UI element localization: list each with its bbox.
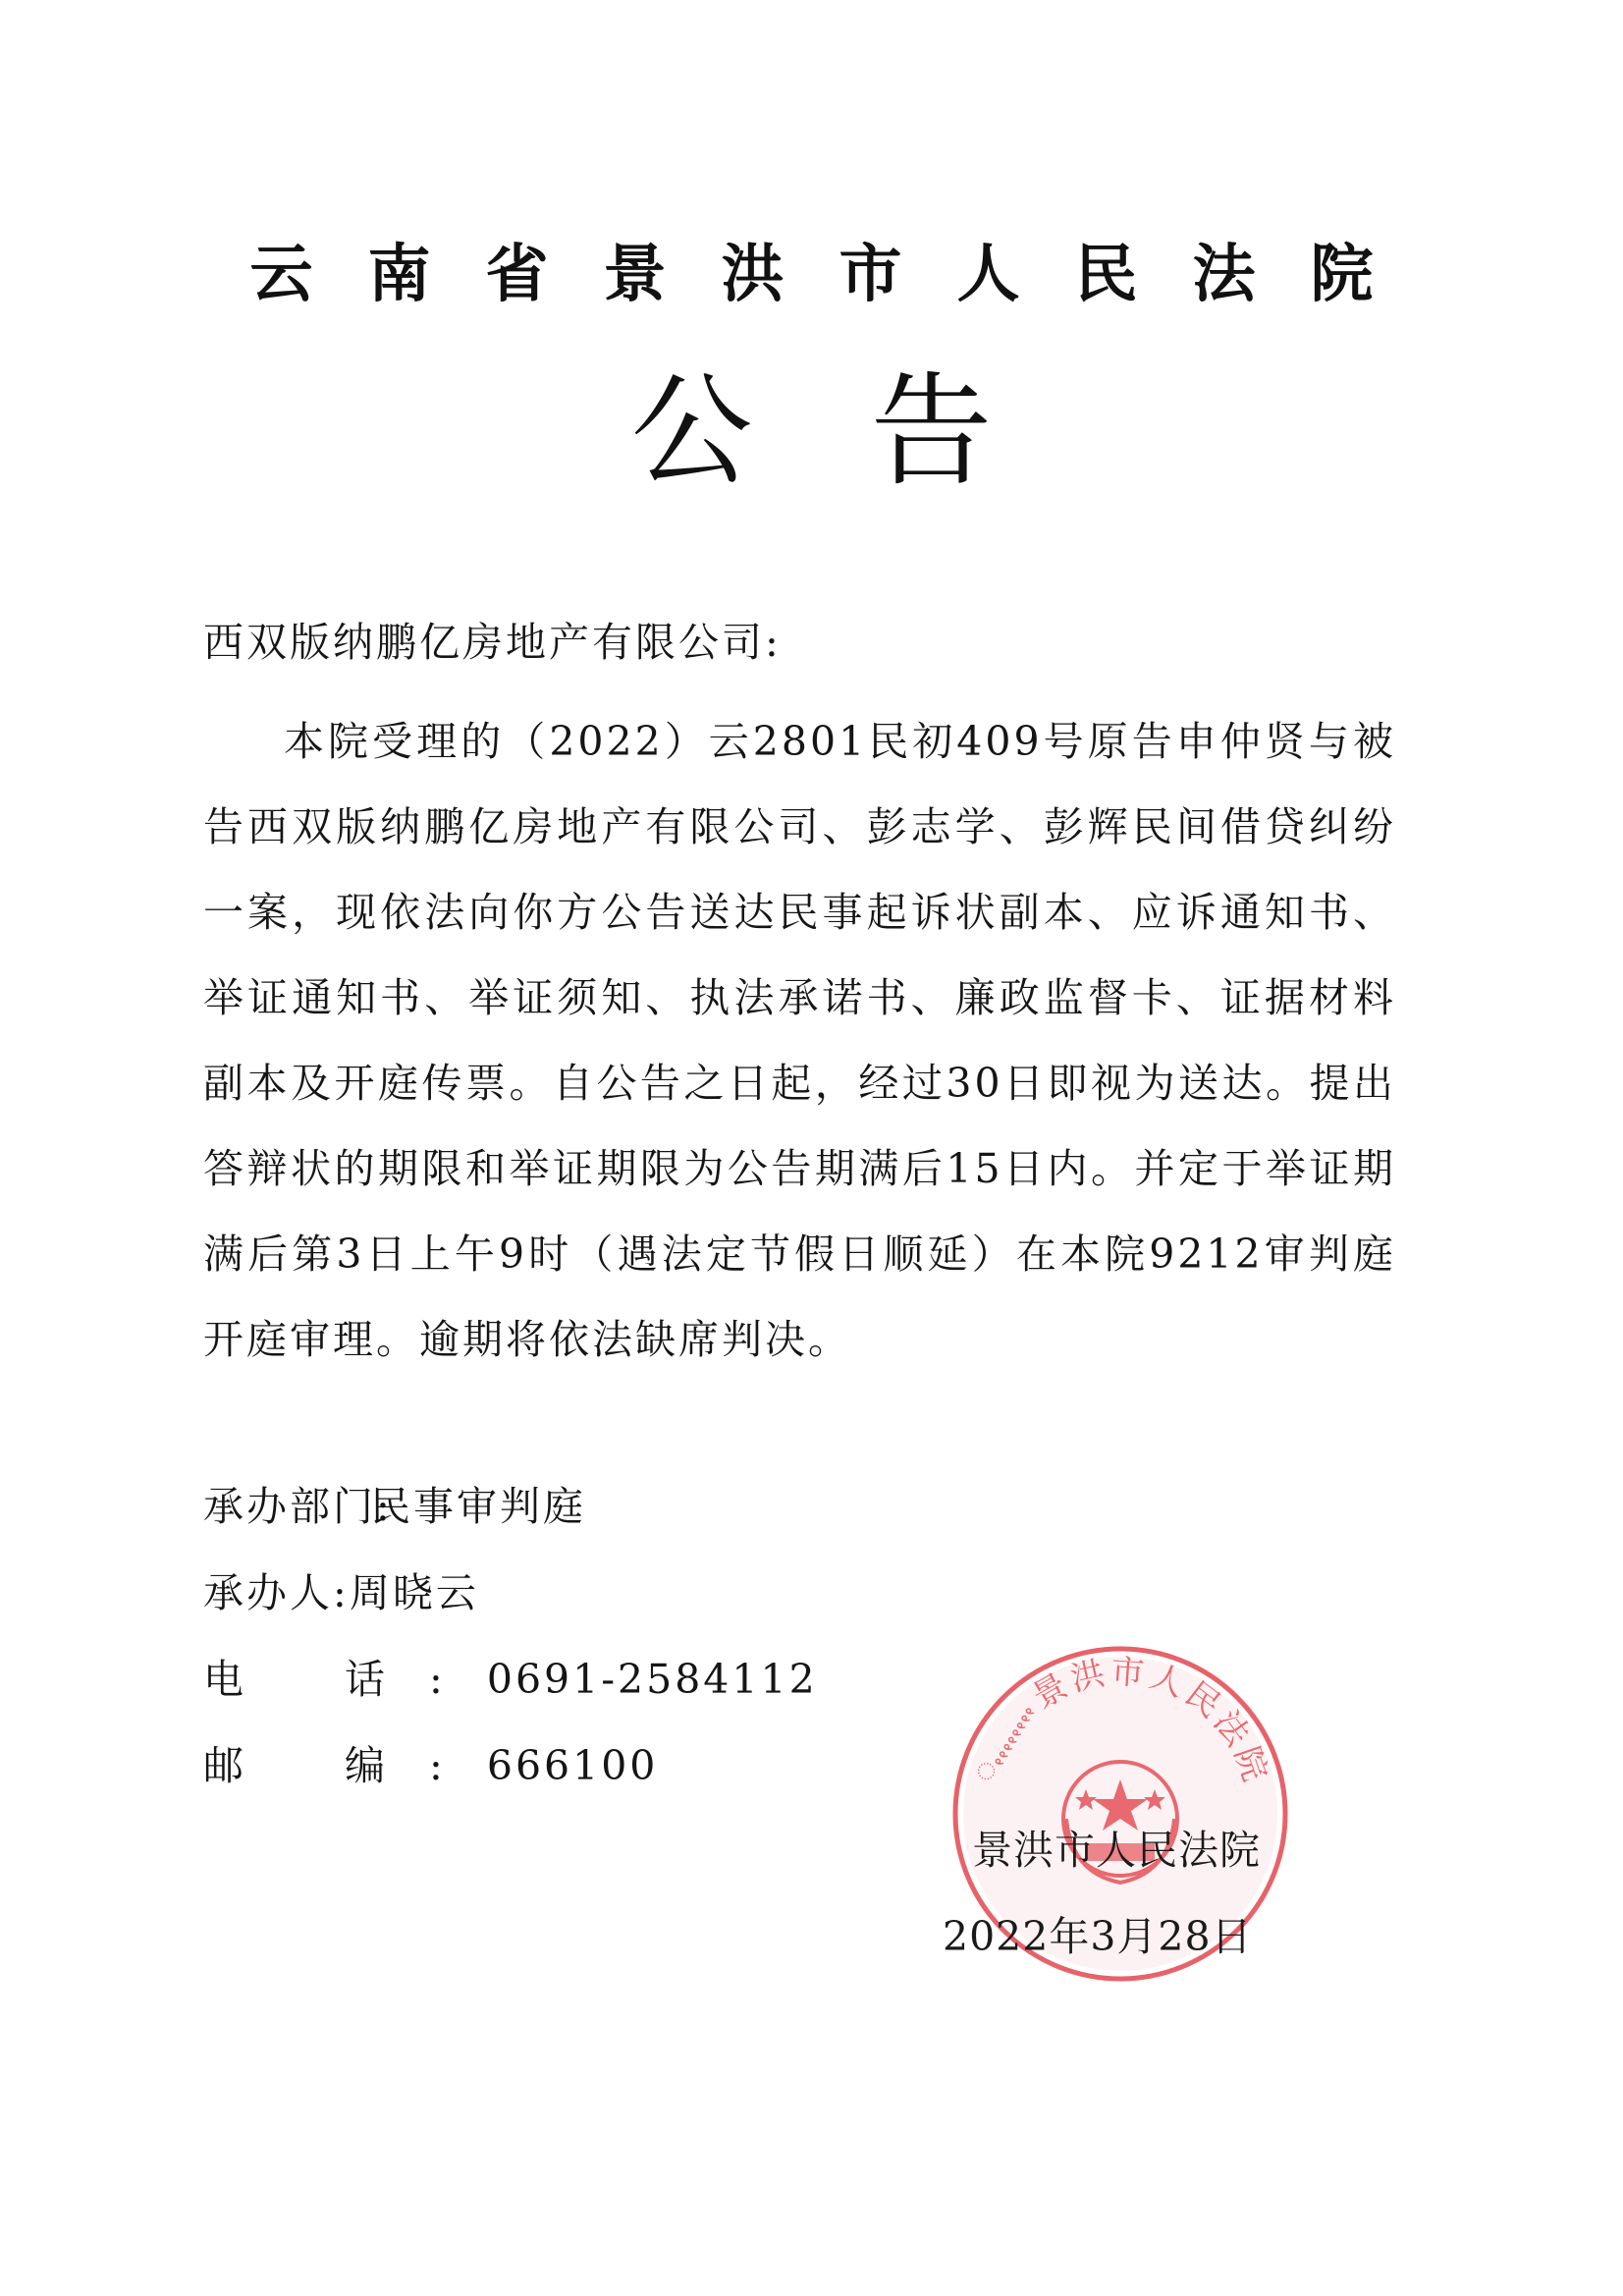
handler-row	[203, 1550, 891, 1636]
court-name-heading: 云南省景洪市人民法院	[249, 238, 1429, 311]
phone-value: 0691-2584112	[486, 1656, 818, 1703]
document-title: 公告	[630, 361, 1110, 503]
postal-label: 邮 编:	[203, 1742, 487, 1789]
contact-info-block	[203, 1463, 891, 1809]
phone-row	[203, 1636, 891, 1722]
handler-label: 承办人:	[203, 1569, 350, 1616]
department-value: 民事审判庭	[370, 1483, 586, 1530]
department-label: 承办部门:	[203, 1483, 393, 1530]
svg-text:ꩻꩻꩻꩻꩻꩻꩻꩻ景洪市人民法院: ꩻꩻꩻꩻꩻꩻꩻꩻ景洪市人民法院	[961, 1652, 1276, 1790]
department-row	[203, 1463, 891, 1550]
handler-value: 周晓云	[349, 1569, 479, 1616]
signature-court: 景洪市人民法院	[972, 1827, 1261, 1874]
postal-value: 666100	[486, 1742, 659, 1789]
signature-block	[943, 1807, 1335, 1980]
postal-row	[203, 1722, 891, 1809]
notice-body-paragraph: 本院受理的（2022）云2801民初409号原告申仲贤与被告西双版纳鹏亿房地产有限公司、彭志学、彭辉民间借贷纠纷一案，现依法向你方公告送达民事起诉状副本、应诉通知书、举证通知书、举证须知、执法承诺书、廉政监督卡、证据材料副本及开庭传票。自公告之日起，经过30日即视为送达。提出答辩状的期限和举证期限为公告期满后15日内。并定于举证期满后第3日上午9时（遇法定节假日顺延）在本院9212审判庭开庭审理。逾期将依法缺席判决。	[203, 718, 1396, 1363]
signature-date: 2022年3月28日	[943, 1913, 1253, 1960]
phone-label: 电 话:	[203, 1656, 487, 1703]
addressee-line: 西双版纳鹏亿房地产有限公司:	[203, 619, 782, 666]
